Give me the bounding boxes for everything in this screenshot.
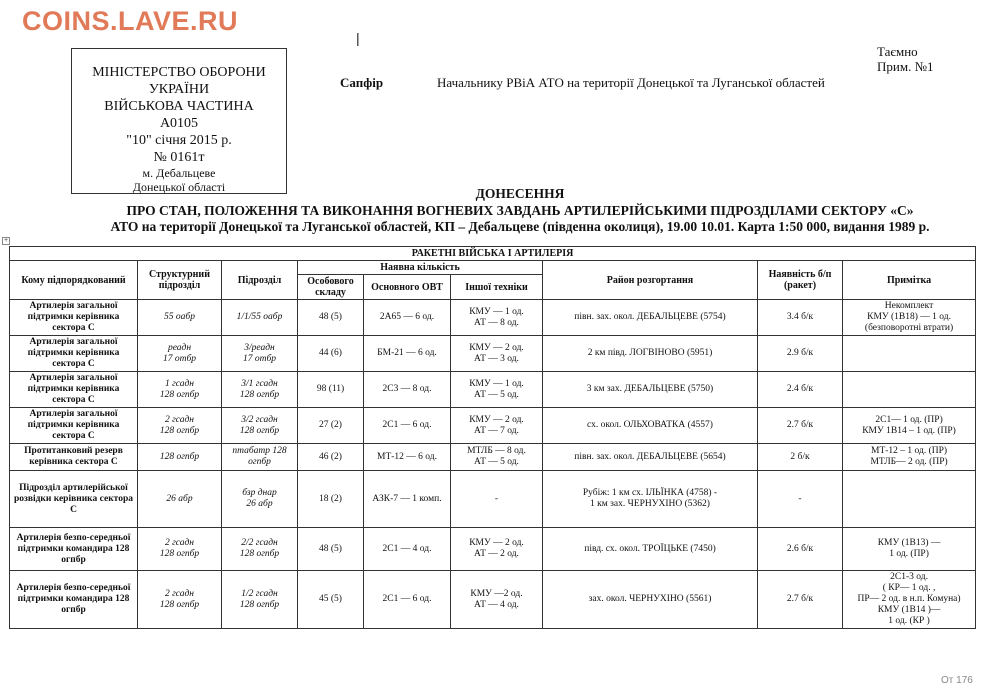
cell-note-line: Некомплект: [884, 301, 934, 311]
cell-area-line: сх. окол. ОЛЬХОВАТКА (4557): [587, 420, 713, 430]
cell-area: [543, 528, 758, 571]
cell-subunit-line: 128 огпбр: [239, 599, 280, 610]
cell-note-line: 1 од. (ПР): [889, 549, 929, 559]
cell-area: [543, 300, 758, 336]
cell-subunit-line: 3/реадн: [244, 342, 275, 353]
stamp-number: № 0161т: [153, 150, 205, 165]
cell-other: [451, 372, 543, 408]
cell-main-ovt: БМ-21 — 6 од.: [364, 336, 451, 372]
cell-note-line: (безповоротні втрати): [864, 323, 954, 333]
report-location: АТО на території Донецької та Луганської областей, КП – Дебальцеве (південна околиця), 19.00 10.01. Карта 1:50 000, видання 1989 р.: [110, 219, 930, 234]
header-structural: Структурний підрозділ: [138, 261, 222, 300]
cell-note-line: ПР— 2 од. в н.п. Комуна): [857, 594, 961, 604]
cell-note: [843, 408, 976, 444]
cell-main-ovt: МТ-12 — 6 од.: [364, 444, 451, 471]
cell-subunit: [222, 571, 298, 629]
header-subunit: Підрозділ: [222, 261, 298, 300]
cell-note: [843, 528, 976, 571]
cell-subunit-line: 128 огпбр: [239, 425, 280, 436]
table-row: [10, 528, 976, 571]
cell-area: [543, 471, 758, 528]
cell-note-line: КМУ (1В14 )—: [877, 605, 941, 615]
cell-note: [843, 372, 976, 408]
cell-structural-line: 17 отбр: [162, 353, 196, 364]
cell-structural: [138, 471, 222, 528]
cell-other-line: КМУ — 1 од.: [469, 306, 524, 317]
cell-other-line: АТ — 4 од.: [474, 599, 519, 610]
cell-area: [543, 444, 758, 471]
classification-level: Таємно: [877, 44, 918, 59]
cell-area-line: 2 км півд. ЛОГВІНОВО (5951): [587, 348, 713, 358]
cell-other-line: АТ — 7 од.: [474, 425, 519, 436]
cell-subordinate: [10, 408, 138, 444]
classification: [877, 44, 933, 74]
cell-subunit-line: 128 огпбр: [239, 389, 280, 400]
table-row: [10, 336, 976, 372]
cell-personnel: 48 (5): [298, 300, 364, 336]
report-title: ДОНЕСЕННЯ: [475, 186, 565, 201]
cell-other-line: АТ — 5 од.: [474, 457, 519, 467]
cell-structural-line: 1 гсадн: [164, 378, 195, 389]
cell-area: [543, 571, 758, 629]
cell-subunit: [222, 300, 298, 336]
cell-area-line: Рубіж: 1 км сх. ІЛЬЇНКА (4758) -: [582, 488, 718, 498]
artillery-table: [9, 246, 976, 629]
cell-subunit-line: 3/1 гсадн: [241, 378, 278, 389]
cell-subunit-line: 26 абр: [246, 499, 273, 509]
cell-ammo: -: [758, 471, 843, 528]
cell-note-line: 1 од. (КР ): [888, 616, 930, 626]
table-row: [10, 571, 976, 629]
cell-note-line: ( КР— 1 од. ,: [882, 583, 936, 593]
cell-other: [451, 528, 543, 571]
cell-main-ovt: 2С1 — 4 од.: [364, 528, 451, 571]
cell-note-line: КМУ (1В13) —: [877, 538, 941, 548]
cell-main-ovt: 2А65 — 6 од.: [364, 300, 451, 336]
header-note: Примітка: [843, 261, 976, 300]
stamp-date: "10" січня 2015 р.: [126, 133, 232, 148]
cell-area: [543, 408, 758, 444]
cell-other-line: АТ — 3 од.: [474, 353, 519, 364]
cell-ammo: 2.7 б/к: [758, 408, 843, 444]
cell-subordinate: [10, 372, 138, 408]
cell-area-line: 3 км зах. ДЕБАЛЬЦЕВЕ (5750): [586, 384, 714, 394]
cell-structural-line: реадн: [167, 342, 192, 353]
cell-structural: [138, 528, 222, 571]
cell-structural: [138, 408, 222, 444]
cell-personnel: 48 (5): [298, 528, 364, 571]
table-row: [10, 408, 976, 444]
header-available: Наявна кількість: [298, 261, 543, 275]
cell-personnel: 98 (11): [298, 372, 364, 408]
header-main-ovt: Основного ОВТ: [364, 275, 451, 300]
report-subtitle: ПРО СТАН, ПОЛОЖЕННЯ ТА ВИКОНАННЯ ВОГНЕВИХ ЗАВДАНЬ АРТИЛЕРІЙСЬКИМИ ПІДРОЗДІЛАМИ СЕКТОРУ «С»: [126, 203, 914, 218]
cell-note-line: 2С1-3 од.: [890, 572, 928, 582]
cell-main-ovt: 2С1 — 6 од.: [364, 571, 451, 629]
cell-ammo: 2.7 б/к: [758, 571, 843, 629]
cell-note: [843, 571, 976, 629]
table-body: [10, 300, 976, 629]
cell-subunit-line: 3/2 гсадн: [241, 414, 278, 425]
cell-structural: [138, 336, 222, 372]
cell-structural-line: 26 абр: [166, 493, 193, 504]
cell-subordinate-line: Артилерія загальної підтримки керівника сектора С: [27, 301, 120, 333]
cell-structural: [138, 444, 222, 471]
cell-subunit-line: птабатр 128: [232, 446, 287, 456]
cell-structural: [138, 300, 222, 336]
page-footer: От 176: [941, 675, 973, 686]
cell-structural-line: 128 огпбр: [159, 549, 200, 559]
cell-subunit: [222, 528, 298, 571]
cell-other: [451, 408, 543, 444]
cell-other: [451, 300, 543, 336]
cell-other-line: КМУ —2 од.: [470, 588, 523, 599]
cell-subordinate-line: Артилерія загальної підтримки керівника сектора С: [27, 337, 120, 369]
cell-subordinate: [10, 336, 138, 372]
cell-structural-line: 2 гсадн: [164, 538, 195, 548]
cell-other-line: АТ — 5 од.: [474, 389, 519, 400]
cell-subordinate-line: Підрозділ артилерійської розвідки керівника сектора С: [13, 482, 133, 515]
cell-area-line: півн. зах. окол. ДЕБАЛЬЦЕВЕ (5654): [574, 451, 726, 462]
cell-personnel: 27 (2): [298, 408, 364, 444]
cell-structural-line: 2 гсадн: [164, 414, 195, 425]
cell-note-line: МТ-12 – 1 од. (ПР): [871, 446, 948, 456]
table-section-title: РАКЕТНІ ВІЙСЬКА І АРТИЛЕРІЯ: [10, 247, 976, 261]
cell-subunit-line: бзр днар: [242, 488, 277, 498]
stamp-line: МІНІСТЕРСТВО ОБОРОНИ: [92, 65, 266, 80]
cell-ammo: 2.9 б/к: [758, 336, 843, 372]
table-row: [10, 300, 976, 336]
cell-subordinate: [10, 444, 138, 471]
codeword: Сапфір: [340, 75, 384, 90]
cell-note: [843, 336, 976, 372]
table-row: [10, 471, 976, 528]
cell-structural-line: 2 гсадн: [164, 588, 195, 599]
cell-ammo: 3.4 б/к: [758, 300, 843, 336]
cell-subordinate: [10, 471, 138, 528]
cell-personnel: 44 (6): [298, 336, 364, 372]
table-move-handle-icon[interactable]: +: [3, 237, 9, 244]
cell-other: [451, 444, 543, 471]
header-ammo: Наявність б/п (ракет): [758, 261, 843, 300]
cell-note-line: КМУ 1В14 – 1 од. (ПР): [862, 425, 956, 436]
table-row: [10, 444, 976, 471]
cell-subordinate-line: Протитанковий резерв керівника сектора С: [24, 446, 123, 467]
cell-subunit: [222, 336, 298, 372]
copy-number: Прим. №1: [877, 59, 934, 74]
cell-note: [843, 471, 976, 528]
cell-subordinate: [10, 528, 138, 571]
cell-other-line: АТ — 2 од.: [474, 549, 519, 559]
cell-other-line: КМУ — 2 од.: [469, 538, 524, 548]
cell-subunit-line: 128 огпбр: [239, 549, 280, 559]
cell-subordinate: [10, 300, 138, 336]
stamp-city: м. Дебальцеве: [142, 166, 216, 180]
cell-subunit-line: 2/2 гсадн: [241, 538, 278, 548]
cell-subunit: [222, 471, 298, 528]
cell-other-line: -: [494, 493, 499, 504]
cell-ammo: 2.6 б/к: [758, 528, 843, 571]
cell-structural-line: 128 огпбр: [159, 451, 200, 462]
cell-other-line: КМУ — 2 од.: [469, 414, 524, 425]
cell-structural: [138, 372, 222, 408]
addressee: Начальнику РВіА АТО на території Донецької та Луганської областей: [437, 75, 825, 90]
stamp-line: УКРАЇНИ: [148, 82, 210, 97]
cell-other: [451, 471, 543, 528]
stamp-line: А0105: [159, 116, 199, 131]
cell-ammo: 2.4 б/к: [758, 372, 843, 408]
cell-subunit-line: 1/2 гсадн: [241, 588, 278, 599]
cell-structural: [138, 571, 222, 629]
cell-subunit: [222, 444, 298, 471]
table-row: [10, 372, 976, 408]
cell-area-line: півд. сх. окол. ТРОЇЦЬКЕ (7450): [584, 543, 716, 554]
stamp-line: ВІЙСЬКОВА ЧАСТИНА: [104, 99, 254, 114]
header-other: Іншої техніки: [451, 275, 543, 300]
cell-other-line: КМУ — 1 од.: [469, 378, 524, 389]
cell-subordinate-line: Артилерія загальної підтримки керівника сектора С: [27, 373, 120, 405]
cell-note: [843, 444, 976, 471]
stamp-region: Донецької області: [132, 180, 226, 194]
ministry-stamp: [71, 48, 287, 194]
cell-subordinate-line: Артилерія загальної підтримки керівника сектора С: [27, 409, 120, 441]
cell-structural-line: 128 огпбр: [159, 389, 200, 400]
cell-structural-line: 55 оабр: [164, 312, 195, 322]
site-watermark: COINS.LAVE.RU: [22, 6, 239, 36]
cell-main-ovt: 2С1 — 6 од.: [364, 408, 451, 444]
text-cursor: |: [356, 30, 360, 46]
cell-area: [543, 336, 758, 372]
cell-note-line: КМУ (1В18) — 1 од.: [867, 312, 951, 322]
header-personnel: Особового складу: [298, 275, 364, 300]
cell-other-line: КМУ — 2 од.: [469, 342, 524, 353]
cell-note-line: 2С1— 1 од. (ПР): [875, 414, 943, 425]
cell-subordinate: [10, 571, 138, 629]
header-area: Район розгортання: [543, 261, 758, 300]
cell-other-line: МТЛБ — 8 од.: [467, 446, 526, 456]
cell-structural-line: 128 огпбр: [159, 425, 200, 436]
cell-personnel: 18 (2): [298, 471, 364, 528]
cell-subordinate-line: Артилерія безпо-середньої підтримки командира 128 огпбр: [16, 532, 131, 565]
cell-subordinate-line: Артилерія безпо-середньої підтримки командира 128 огпбр: [16, 583, 131, 615]
cell-subunit-line: огпбр: [248, 457, 271, 467]
cell-subunit-line: 17 отбр: [242, 353, 276, 364]
cell-personnel: 46 (2): [298, 444, 364, 471]
cell-area-line: 1 км зах. ЧЕРНУХІНО (5362): [590, 499, 710, 509]
cell-other-line: АТ — 8 од.: [474, 317, 519, 328]
cell-ammo: 2 б/к: [758, 444, 843, 471]
cell-area-line: півн. зах. окол. ДЕБАЛЬЦЕВЕ (5754): [574, 312, 726, 322]
header-subordinate: Кому підпорядкований: [10, 261, 138, 300]
cell-subunit-line: 1/1/55 оабр: [236, 312, 283, 322]
cell-structural-line: 128 огпбр: [159, 599, 200, 610]
cell-note: [843, 300, 976, 336]
cell-subunit: [222, 408, 298, 444]
cell-area-line: зах. окол. ЧЕРНУХІНО (5561): [588, 594, 712, 604]
cell-main-ovt: 2С3 — 8 од.: [364, 372, 451, 408]
cell-area: [543, 372, 758, 408]
cell-other: [451, 571, 543, 629]
cell-main-ovt: АЗК-7 — 1 комп.: [364, 471, 451, 528]
cell-subunit: [222, 372, 298, 408]
cell-personnel: 45 (5): [298, 571, 364, 629]
cell-other: [451, 336, 543, 372]
cell-note-line: МТЛБ— 2 од. (ПР): [870, 457, 948, 467]
